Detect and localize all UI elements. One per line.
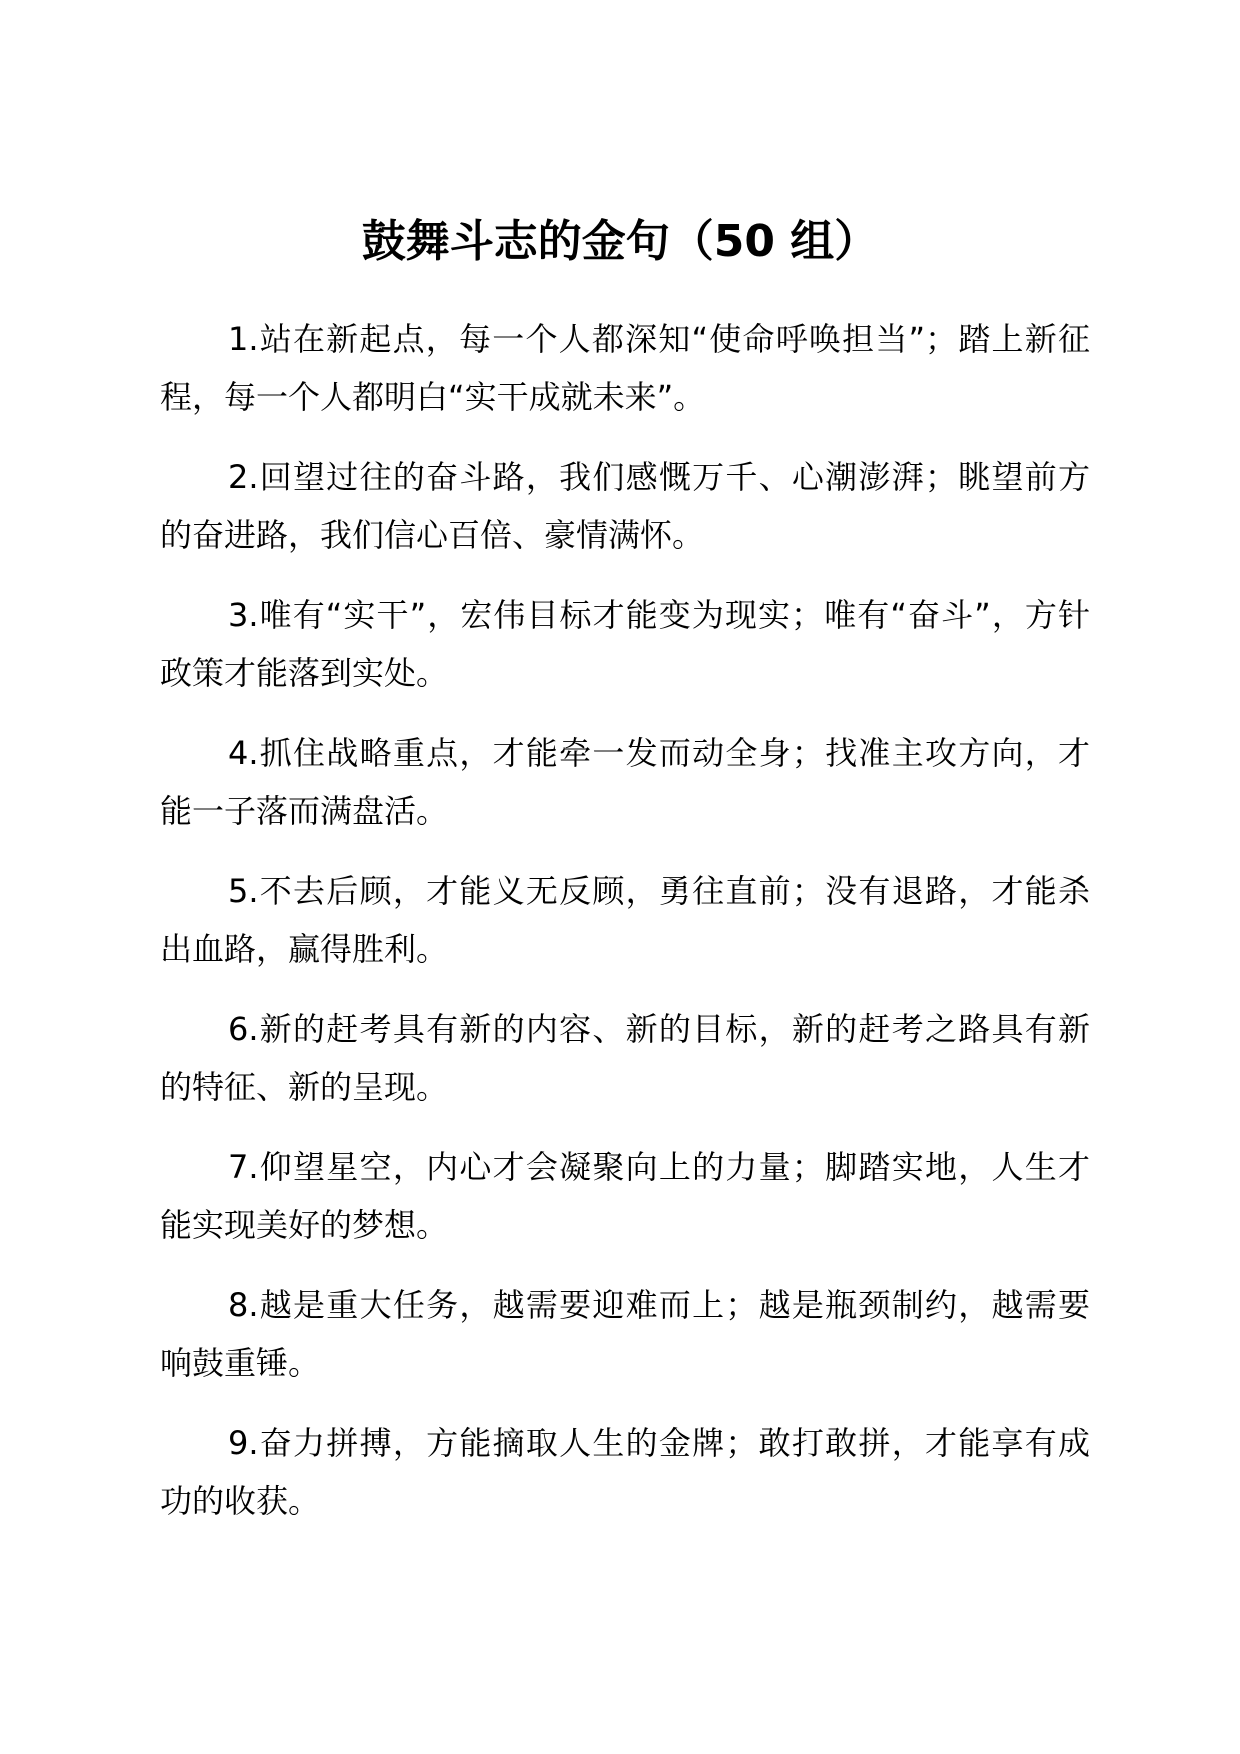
paragraph-5: 5.不去后顾，才能义无反顾，勇往直前；没有退路，才能杀出血路，赢得胜利。	[160, 872, 1090, 968]
paragraph-8: 8.越是重大任务，越需要迎难而上；越是瓶颈制约，越需要响鼓重锤。	[160, 1286, 1090, 1382]
document-body	[160, 310, 1090, 1552]
paragraph-2: 2.回望过往的奋斗路，我们感慨万千、心潮澎湃；眺望前方的奋进路，我们信心百倍、豪情满怀。	[160, 458, 1090, 554]
paragraph-6: 6.新的赶考具有新的内容、新的目标，新的赶考之路具有新的特征、新的呈现。	[160, 1010, 1090, 1106]
paragraph-3: 3.唯有“实干”，宏伟目标才能变为现实；唯有“奋斗”，方针政策才能落到实处。	[160, 596, 1090, 692]
paragraph-1: 1.站在新起点，每一个人都深知“使命呼唤担当”；踏上新征程，每一个人都明白“实干成就未来”。	[160, 320, 1090, 416]
document-title: 鼓舞斗志的金句（50 组）	[361, 216, 879, 267]
paragraph-4: 4.抓住战略重点，才能牵一发而动全身；找准主攻方向，才能一子落而满盘活。	[160, 734, 1090, 830]
paragraph-9: 9.奋力拼搏，方能摘取人生的金牌；敢打敢拼，才能享有成功的收获。	[160, 1424, 1090, 1520]
paragraph-7: 7.仰望星空，内心才会凝聚向上的力量；脚踏实地，人生才能实现美好的梦想。	[160, 1148, 1090, 1244]
